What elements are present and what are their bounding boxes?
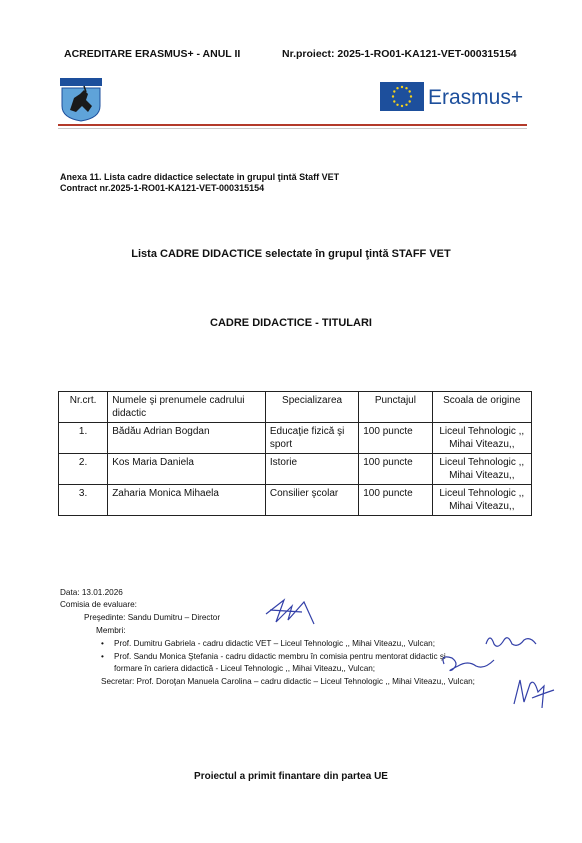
- row-specialization: Istorie: [265, 454, 358, 485]
- section-subtitle: CADRE DIDACTICE - TITULARI: [210, 317, 372, 329]
- header-name: Numele şi prenumele cadrului didactic: [108, 392, 266, 423]
- date-line: Data: 13.01.2026: [60, 588, 123, 597]
- members-label: Membri:: [96, 626, 126, 635]
- signature-secretary: [508, 674, 560, 714]
- header-school: Scoala de origine: [432, 392, 531, 423]
- header-nr: Nr.crt.: [59, 392, 108, 423]
- accreditation-header: ACREDITARE ERASMUS+ - ANUL II: [64, 48, 241, 60]
- erasmus-plus-label: Erasmus+: [428, 86, 524, 109]
- table-row: [59, 485, 532, 516]
- signature-member-1: [482, 630, 540, 652]
- president-line: Preşedinte: Sandu Dumitru – Director: [84, 613, 221, 622]
- school-logo: [58, 76, 104, 122]
- row-nr: 1.: [59, 423, 108, 454]
- table-header-row: [59, 392, 532, 423]
- member-2-line-2: formare în cariera didactică - Liceul Tehnologic ,, Mihai Viteazu,, Vulcan;: [114, 664, 376, 673]
- header-score: Punctajul: [359, 392, 432, 423]
- contract-line: Contract nr.2025-1-RO01-KA121-VET-000315154: [60, 183, 265, 193]
- secretary-line: Secretar: Prof. Doroţan Manuela Carolina – cadru didactic – Liceul Tehnologic ,, Mihai Viteazu,, Vulcan;: [101, 677, 475, 686]
- row-name: Zaharia Monica Mihaela: [108, 485, 266, 516]
- row-score: 100 puncte: [359, 454, 432, 485]
- annex-line: Anexa 11. Lista cadre didactice selectate in grupul ţintă Staff VET: [60, 172, 340, 182]
- member-1: • Prof. Dumitru Gabriela - cadru didactic VET – Liceul Tehnologic ,, Mihai Viteazu,, Vulcan;: [114, 638, 534, 650]
- row-nr: 3.: [59, 485, 108, 516]
- row-name: Kos Maria Daniela: [108, 454, 266, 485]
- row-score: 100 puncte: [359, 423, 432, 454]
- signature-member-2: [438, 652, 500, 674]
- table-row: [59, 423, 532, 454]
- row-school: Liceul Tehnologic ,, Mihai Viteazu,,: [432, 454, 531, 485]
- header-rule-grey: [58, 128, 527, 129]
- row-name: Bădău Adrian Bogdan: [108, 423, 266, 454]
- row-specialization: Educaţie fizică şi sport: [265, 423, 358, 454]
- row-school: Liceul Tehnologic ,, Mihai Viteazu,,: [432, 423, 531, 454]
- row-school: Liceul Tehnologic ,, Mihai Viteazu,,: [432, 485, 531, 516]
- header-rule-red: [58, 124, 527, 126]
- row-score: 100 puncte: [359, 485, 432, 516]
- row-nr: 2.: [59, 454, 108, 485]
- project-number-header: Nr.proiect: 2025-1-RO01-KA121-VET-000315154: [282, 48, 517, 60]
- staff-table: [58, 391, 532, 516]
- page-title: Lista CADRE DIDACTICE selectate în grupul ţintă STAFF VET: [131, 248, 451, 260]
- header-specialization: Specializarea: [265, 392, 358, 423]
- eu-flag-icon: [380, 82, 424, 111]
- table-row: [59, 454, 532, 485]
- member-2-line-1: • Prof. Sandu Monica Ştefania - cadru didactic membru în comisia pentru mentorat didactic şi: [114, 651, 539, 663]
- commission-label: Comisia de evaluare:: [60, 600, 137, 609]
- funding-statement: Proiectul a primit finantare din partea UE: [194, 771, 388, 782]
- row-specialization: Consilier şcolar: [265, 485, 358, 516]
- signature-director: [262, 594, 320, 630]
